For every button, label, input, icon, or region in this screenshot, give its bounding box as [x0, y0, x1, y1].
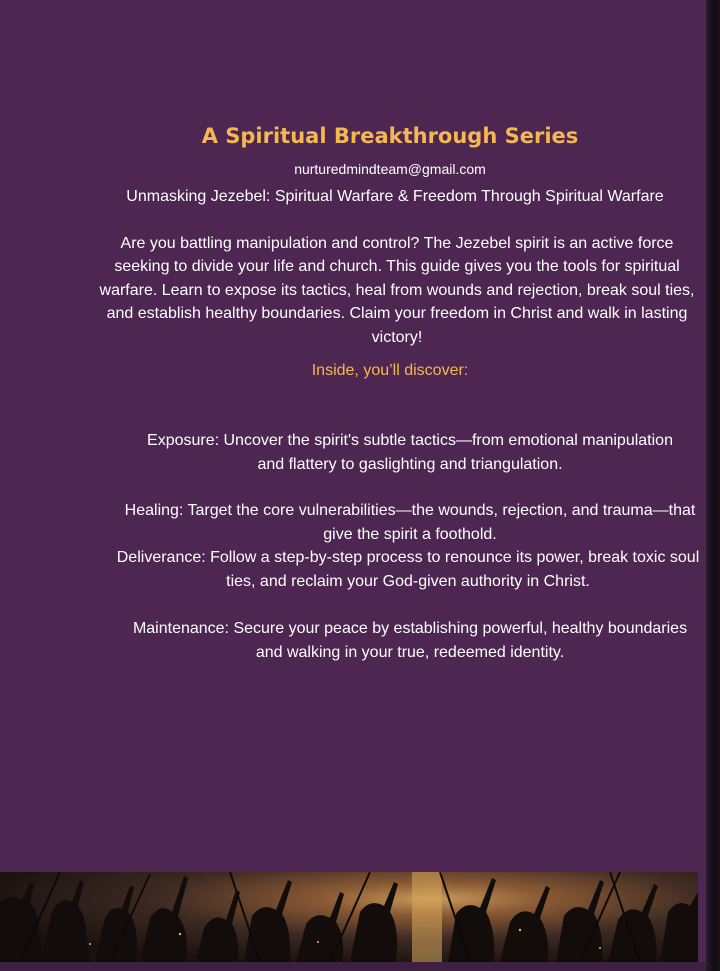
- series-title: A Spiritual Breakthrough Series: [201, 124, 579, 148]
- feature-exposure: Exposure: Uncover the spirit's subtle tactics—from emotional manipulation and flattery to gaslighting and triangulation.: [147, 432, 673, 473]
- warriors-battle-image: [0, 872, 698, 962]
- book-description: Are you battling manipulation and control? The Jezebel spirit is an active force seeking to divide your life and church. This guide gives you the tools for spiritual warfare. Learn to expose its tactics, heal from wounds and rejection, break soul ties, and establish healthy boundaries. Claim your freedom in Christ and walk in lasting victory!: [99, 235, 695, 346]
- book-subtitle: Unmasking Jezebel: Spiritual Warfare & Freedom Through Spiritual Warfare: [126, 188, 664, 205]
- bottom-strip: [0, 962, 706, 971]
- book-spine-edge: [706, 0, 720, 971]
- feature-deliverance: Deliverance: Follow a step-by-step process to renounce its power, break toxic soul ties, and reclaim your God-given authority in Christ.: [116, 549, 700, 590]
- contact-email: nurturedmindteam@gmail.com: [294, 161, 486, 177]
- inside-heading: Inside, you’ll discover:: [311, 362, 469, 379]
- feature-healing: Healing: Target the core vulnerabilities—the wounds, rejection, and trauma—that give the spirit a foothold.: [124, 502, 696, 543]
- feature-maintenance: Maintenance: Secure your peace by establishing powerful, healthy boundaries and walking in your true, redeemed identity.: [132, 620, 688, 661]
